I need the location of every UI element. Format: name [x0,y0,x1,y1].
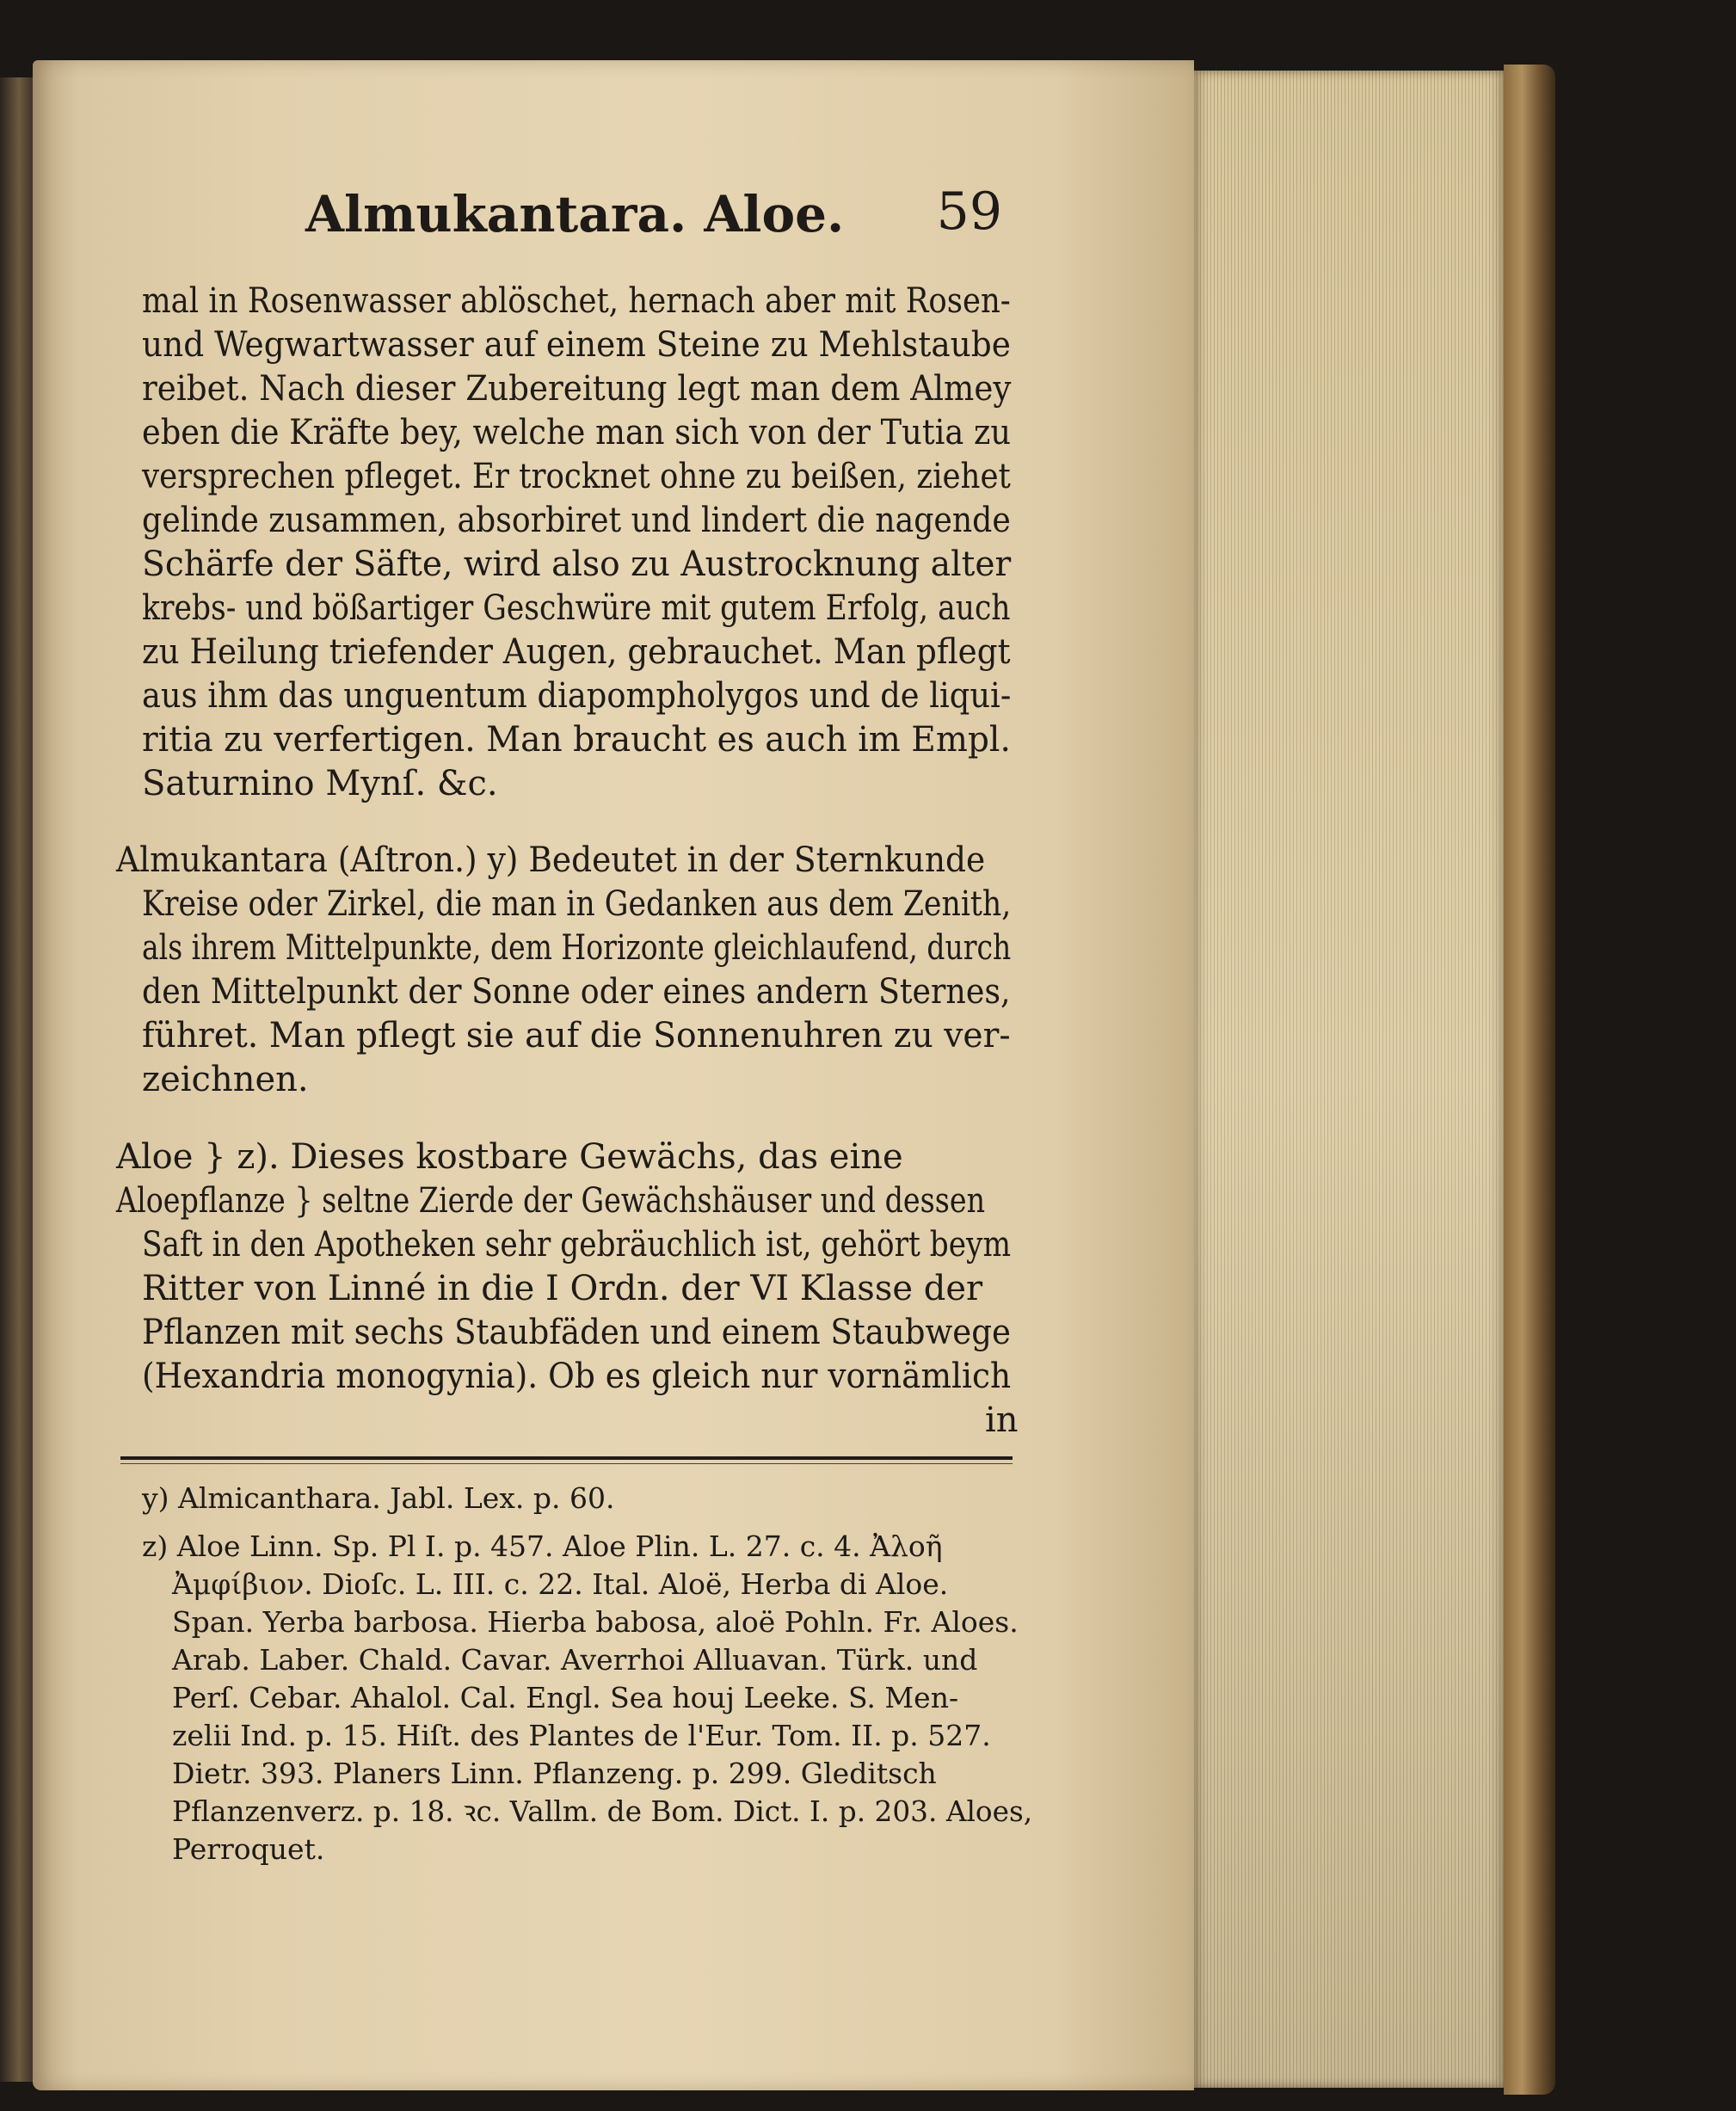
page-number: 59 [936,182,1002,242]
footnote-rule [120,1456,1013,1460]
page-stack-edge [1194,71,1504,2088]
body-line: den Mittelpunkt der Sonne oder eines andern Sternes, [142,972,1011,1012]
body-line: mal in Rosenwasser ablöschet, hernach aber mit Rosen- [142,281,1011,321]
footnote-y: y) Almicanthara. Jabl. Lex. p. 60. [142,1481,615,1515]
catchword: in [985,1400,1019,1440]
body-line: zu Heilung triefender Augen, gebrauchet. Man pflegt [142,632,1011,672]
body-line: versprechen pfleget. Er trocknet ohne zu beißen, ziehet [142,457,1011,496]
body-line: eben die Kräfte bey, welche man sich von der Tutia zu [142,413,1012,452]
footnote-line: Span. Yerba barbosa. Hierba babosa, aloë Pohln. Fr. Aloes. [172,1605,1019,1639]
body-line: zeichnen. [142,1060,309,1099]
body-line: Saft in den Apotheken sehr gebräuchlich ist, gehört beym [142,1225,1012,1265]
page-header [305,176,1002,254]
entry-almukantara: Almukantara (Aſtron.) y) Bedeutet in der Sternkunde [116,840,986,880]
footnote-z: z) Aloe Linn. Sp. Pl I. p. 457. Aloe Plin. L. 27. c. 4. Ἀλοῆ [142,1529,943,1563]
footnote-line: Dietr. 393. Planers Linn. Pflanzeng. p. 299. Gleditsch [172,1757,937,1790]
body-line: Schärfe der Säfte, wird also zu Austrocknung alter [142,545,1012,584]
footnote-line: Perroquet. [172,1832,325,1866]
footnote-line: Ἀμφίβιον. Dioſc. L. III. c. 22. Ital. Aloë, Herba di Aloe. [172,1567,949,1601]
footnote-line: Arab. Laber. Chald. Cavar. Averrhoi Alluavan. Türk. und [172,1643,978,1677]
body-line: ritia zu verfertigen. Man braucht es auch im Empl. [142,720,1011,760]
entry-aloe: Aloe } z). Dieses kostbare Gewächs, das eine [116,1137,903,1177]
body-line: Pflanzen mit sechs Staubfäden und einem Staubwege [142,1313,1011,1352]
body-line: krebs- und bößartiger Geschwüre mit gutem Erfolg, auch [142,588,1011,628]
body-line: Ritter von Linné in die I Ordn. der VI Klasse der [142,1269,983,1308]
previous-page-edge [0,77,34,2082]
body-line: als ihrem Mittelpunkte, dem Horizonte gleichlaufend, durch [142,928,1012,968]
footnote-line: Perſ. Cebar. Ahalol. Cal. Engl. Sea houj Leeke. S. Men- [172,1681,959,1714]
entry-aloepflanze: Aloepflanze } seltne Zierde der Gewächshäuser und dessen [116,1181,986,1221]
footnote-line: Pflanzenverz. p. 18. ꝛc. Vallm. de Bom. Dict. I. p. 203. Aloes, [172,1794,1033,1828]
footnote-line: zelii Ind. p. 15. Hiſt. des Plantes de l'Eur. Tom. II. p. 527. [172,1719,991,1752]
body-line: Saturnino Mynſ. &c. [142,764,498,803]
body-line: (Hexandria monogynia). Ob es gleich nur vornämlich [142,1357,1012,1396]
book-cover-edge [1504,65,1555,2095]
body-line: und Wegwartwasser auf einem Steine zu Mehlstaube [142,325,1011,365]
body-line: reibet. Nach dieser Zubereitung legt man dem Almey [142,369,1012,409]
body-line: gelinde zusammen, absorbiret und lindert die nagende [142,501,1011,540]
running-title: Almukantara. Aloe. [305,185,845,243]
body-line: Kreise oder Zirkel, die man in Gedanken aus dem Zenith, [142,884,1012,924]
body-line: aus ihm das unguentum diapompholygos und de liqui- [142,676,1012,716]
body-line: führet. Man pflegt sie auf die Sonnenuhren zu ver- [142,1016,1011,1056]
